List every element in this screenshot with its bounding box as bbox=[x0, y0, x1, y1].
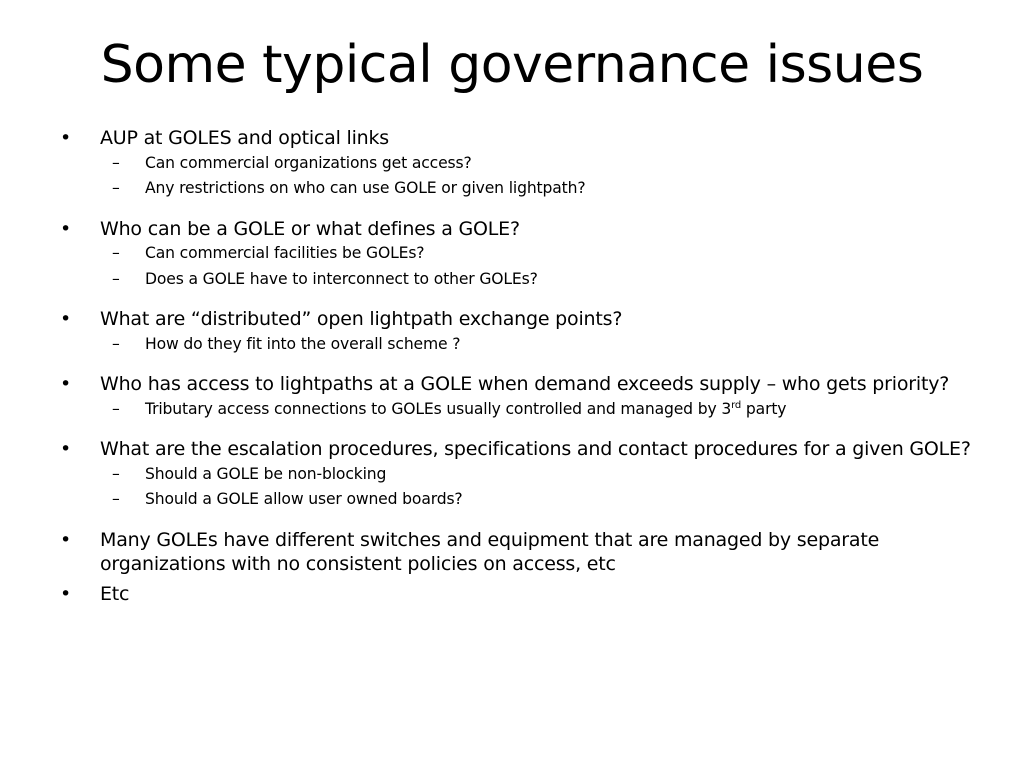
bullet-item-access-priority bbox=[60, 372, 990, 422]
bullet-text: AUP at GOLES and optical links bbox=[100, 127, 390, 149]
spacer bbox=[60, 202, 990, 217]
sub-bullet bbox=[60, 397, 990, 423]
sub-bullet bbox=[60, 267, 990, 293]
slide-title: Some typical governance issues bbox=[100, 35, 924, 95]
bullet-mark: • bbox=[60, 582, 72, 605]
sub-bullet-text: Should a GOLE be non-blocking bbox=[145, 464, 387, 483]
spacer bbox=[60, 292, 990, 307]
sub-bullet-text: Can commercial organizations get access? bbox=[145, 153, 472, 172]
sub-bullet bbox=[60, 487, 990, 513]
bullet-mark: • bbox=[60, 308, 72, 330]
sub-bullet-mark: – bbox=[112, 179, 120, 197]
sub-bullet-mark: – bbox=[112, 334, 120, 353]
bullet bbox=[60, 307, 990, 332]
bullet-text: Who has access to lightpaths at a GOLE when demand exceeds supply – who gets priority? bbox=[100, 373, 950, 395]
sub-bullet-text-tail: party bbox=[741, 399, 787, 418]
bullet bbox=[60, 437, 990, 462]
bullet bbox=[60, 528, 990, 577]
bullet bbox=[60, 217, 990, 242]
sub-bullet bbox=[60, 176, 990, 202]
bullet bbox=[60, 582, 990, 607]
bullet-mark: • bbox=[60, 438, 72, 460]
sub-bullet bbox=[60, 151, 990, 177]
sub-bullet-text: Any restrictions on who can use GOLE or given lightpath? bbox=[145, 179, 586, 197]
sub-bullet-mark: – bbox=[112, 153, 120, 172]
sub-bullet bbox=[60, 462, 990, 488]
sub-bullet-mark: – bbox=[112, 490, 120, 508]
sub-bullet-mark: – bbox=[112, 399, 120, 418]
bullet-text: What are “distributed” open lightpath exchange points? bbox=[100, 308, 623, 330]
bullet-text: Etc bbox=[100, 582, 130, 605]
sub-bullet-text: Should a GOLE allow user owned boards? bbox=[145, 490, 463, 508]
bullet bbox=[60, 372, 990, 397]
bullet-item-gole-definition bbox=[60, 217, 990, 293]
sub-bullet-mark: – bbox=[112, 464, 120, 483]
bullet-text: Who can be a GOLE or what defines a GOLE? bbox=[100, 217, 520, 240]
bullet-mark: • bbox=[60, 528, 72, 551]
bullet-item-aup bbox=[60, 126, 990, 202]
sub-bullet-mark: – bbox=[112, 244, 120, 262]
sub-bullet bbox=[60, 332, 990, 358]
bullet-text: Many GOLEs have different switches and equipment that are managed by separate organizations with no consistent policies on access, etc bbox=[100, 528, 880, 575]
spacer bbox=[60, 513, 990, 528]
bullet bbox=[60, 126, 990, 151]
sub-bullet-text: Does a GOLE have to interconnect to other GOLEs? bbox=[145, 269, 538, 288]
bullet-text: What are the escalation procedures, specifications and contact procedures for a given GOLE? bbox=[100, 438, 971, 460]
spacer bbox=[60, 357, 990, 372]
sub-bullet-text: Can commercial facilities be GOLEs? bbox=[145, 244, 425, 262]
sub-bullet bbox=[60, 241, 990, 267]
bullet-mark: • bbox=[60, 217, 72, 240]
bullet-mark: • bbox=[60, 373, 72, 395]
bullet-item-many-goles bbox=[60, 528, 990, 577]
bullet-item-etc bbox=[60, 582, 990, 607]
sub-bullet-text: Tributary access connections to GOLEs usually controlled and managed by 3 bbox=[145, 399, 732, 418]
bullet-item-distributed bbox=[60, 307, 990, 357]
sub-bullet-text: How do they fit into the overall scheme ? bbox=[145, 334, 461, 353]
bullet-mark: • bbox=[60, 127, 72, 149]
superscript: rd bbox=[731, 399, 742, 411]
sub-bullet-mark: – bbox=[112, 269, 120, 288]
bullet-list bbox=[60, 126, 990, 606]
bullet-item-escalation bbox=[60, 437, 990, 513]
spacer bbox=[60, 422, 990, 437]
